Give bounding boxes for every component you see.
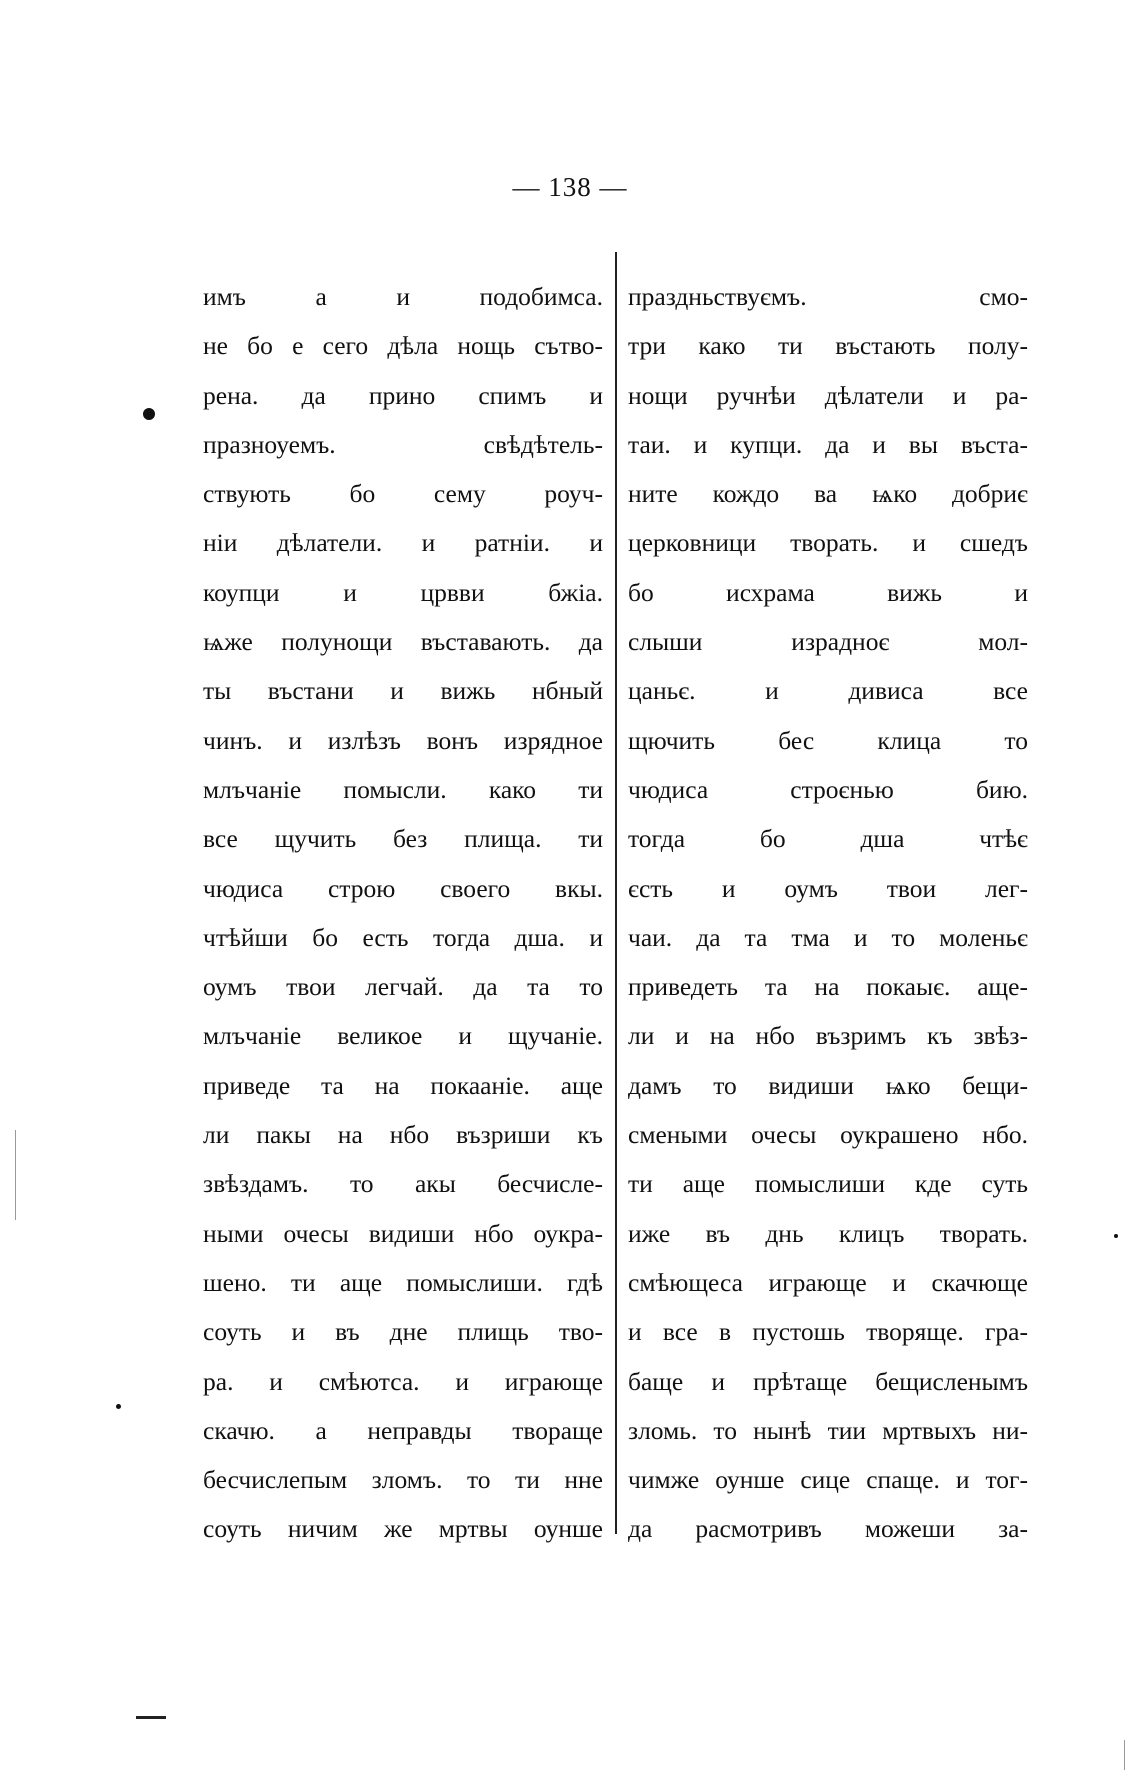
left-column-line: шено. ти аще помыслиши. гдѣ [203,1267,603,1297]
left-column-line: ра. и смѣютса. и играюще [203,1366,603,1396]
margin-dot [116,1404,121,1409]
right-column-line: церковници творать. и сшедъ [628,528,1028,558]
right-column-line: баще и прѣтаще бещисленымъ [628,1366,1028,1396]
right-column-line: чимже оунше сице спаще. и тог- [628,1465,1028,1495]
left-column-line: не бо е сего дѣла нощь сътво- [203,331,603,361]
left-column-line: соуть и въ дне плищь тво- [203,1317,603,1347]
right-column-line: и все в пустошь творяще. гра- [628,1317,1028,1347]
left-column-line: оумъ твои легчай. да та то [203,972,603,1002]
right-column-line: єсть и оумъ твои лег- [628,873,1028,903]
right-column-line: тогда бо дша чтѣє [628,824,1028,854]
right-column-line: да расмотривъ можеши за- [628,1514,1028,1544]
left-column-line: коупци и црвви бжiа. [203,577,603,607]
edge-line [15,1130,16,1220]
left-column-line: нiи дѣлатели. и ратнiи. и [203,528,603,558]
left-column-line: ѩже полунощи въставають. да [203,627,603,657]
left-column-line: соуть ничим же мртвы оунше [203,1514,603,1544]
right-column-line: слыши израдноє мол- [628,627,1028,657]
right-column-line: нощи ручнѣи дѣлатели и ра- [628,380,1028,410]
right-column-line: чюдиса строєнью бию. [628,774,1028,804]
left-column-line: рена. да прино спимъ и [203,380,603,410]
edge-line [1124,1740,1125,1770]
left-column-line: чинъ. и излѣзъ вонъ изрядное [203,725,603,755]
column-divider [615,252,617,1534]
left-column-line: имъ а и подобимса. [203,282,603,311]
left-column-line: ли пакы на нбо възриши къ [203,1120,603,1150]
right-column-line: цаньє. и дивиса все [628,676,1028,706]
right-column-line: зломь. то нынѣ тии мртвыхъ ни- [628,1415,1028,1445]
left-text-column [203,272,603,1554]
right-column-line: чаи. да та тма и то моленьє [628,922,1028,952]
right-column-line: три како ти въстають полу- [628,331,1028,361]
right-column-line: приведеть та на покаыє. аще- [628,972,1028,1002]
right-column-line: праздньствуємъ. смо- [628,282,1028,311]
left-column-line: ты въстани и вижь нбный [203,676,603,706]
right-column-line: ните кождо ва ѩко добриє [628,479,1028,509]
right-column-line: дамъ то видиши ѩко бещи- [628,1070,1028,1100]
right-text-column [628,272,1028,1554]
margin-dash [136,1716,166,1719]
right-column-line: щючить бес клица то [628,725,1028,755]
right-column-line: бо исхрама вижь и [628,577,1028,607]
left-column-line: ствують бо сему роуч- [203,479,603,509]
right-column-line: смѣющеса играюще и скачюще [628,1267,1028,1297]
left-column-line: млъчанiе великое и щучанiе. [203,1021,603,1051]
margin-dot [1114,1234,1118,1238]
page-number: — 138 — [512,172,628,202]
left-column-line: празноуемъ. свѣдѣтель- [203,429,603,459]
margin-dot [143,408,155,420]
right-column-line: таи. и купци. да и вы въста- [628,429,1028,459]
left-column-line: приведе та на покаанiе. аще [203,1070,603,1100]
left-column-line: млъчанiе помысли. како ти [203,774,603,804]
left-column-line: скачю. а неправды твораще [203,1415,603,1445]
right-column-line: ли и на нбо възримъ къ звѣз- [628,1021,1028,1051]
left-column-line: ными очесы видиши нбо оукра- [203,1218,603,1248]
left-column-line: бесчислепым зломъ. то ти нне [203,1465,603,1495]
left-column-line: звѣздамъ. то акы бесчисле- [203,1169,603,1199]
right-column-line: ти аще помыслиши кде суть [628,1169,1028,1199]
right-column-line: иже въ днь клицъ творать. [628,1218,1028,1248]
left-column-line: чтѣйши бо есть тогда дша. и [203,922,603,952]
left-column-line: чюдиса строю своего вкы. [203,873,603,903]
left-column-line: все щучить без плища. ти [203,824,603,854]
right-column-line: смеными очесы оукрашено нбо. [628,1120,1028,1150]
